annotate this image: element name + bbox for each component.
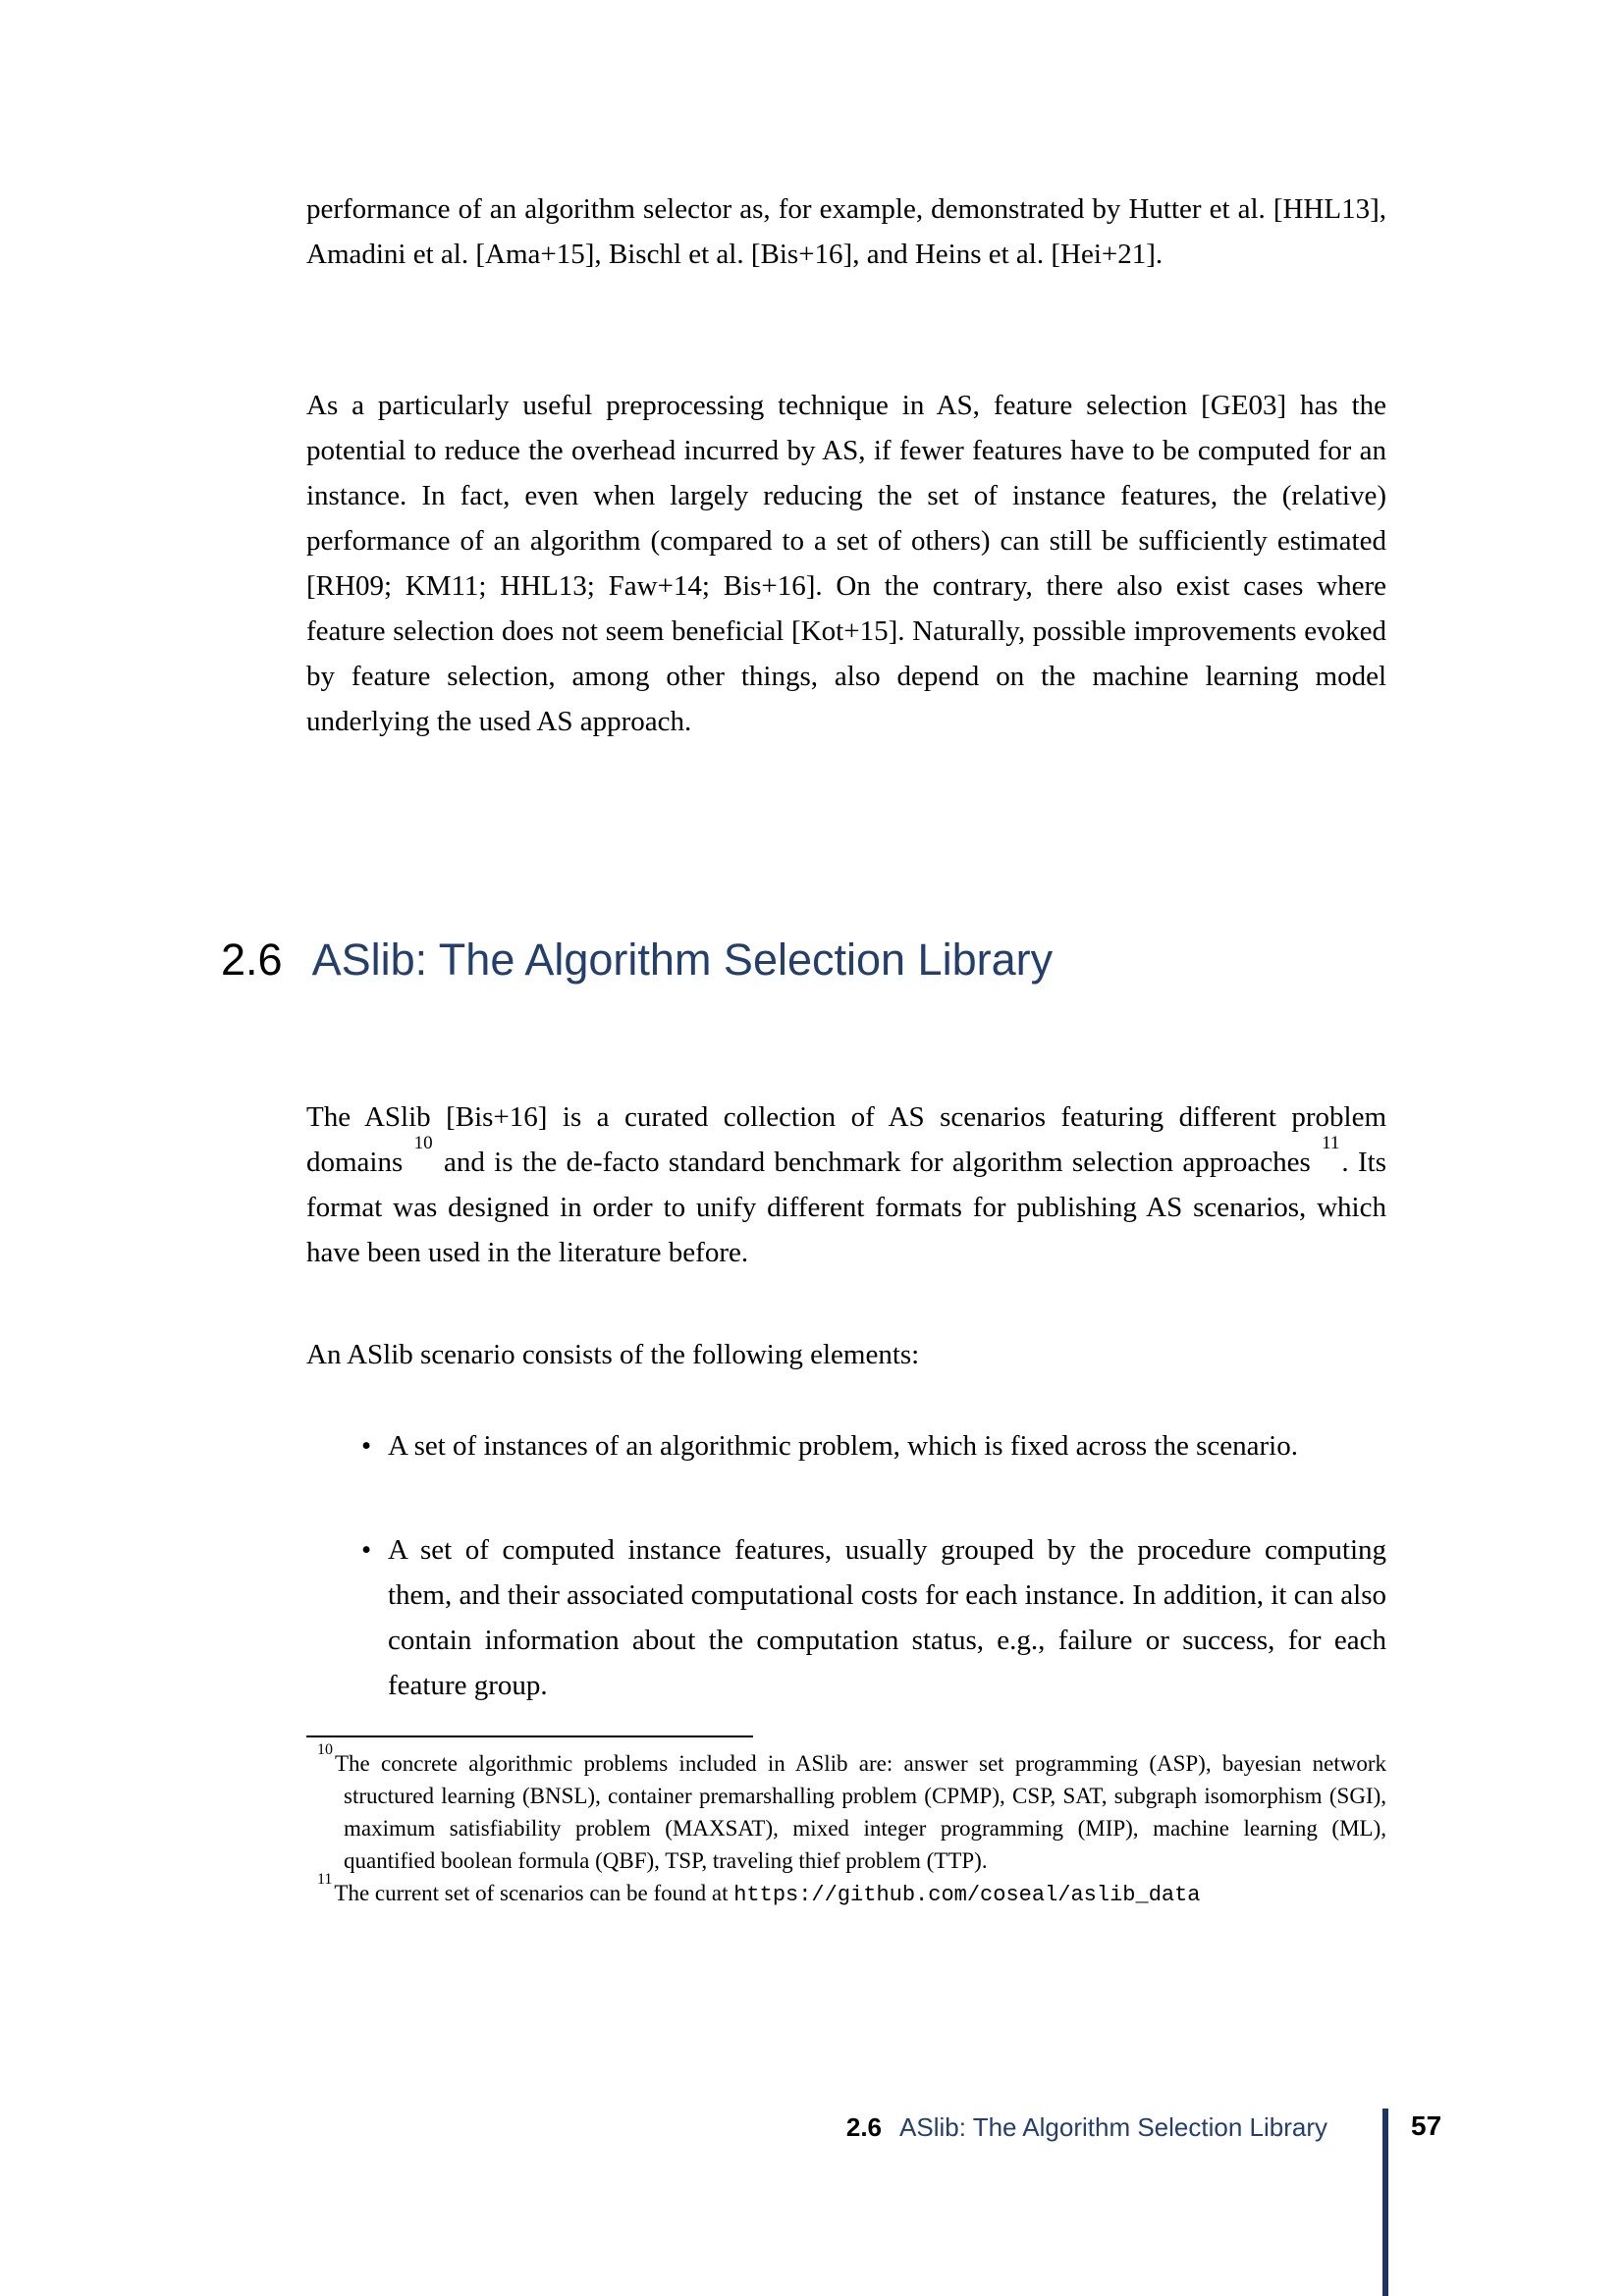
footnote-marker: 11 bbox=[317, 1871, 333, 1889]
footer-divider-bar bbox=[1382, 2109, 1388, 2296]
list-intro: An ASlib scenario consists of the following elements: bbox=[306, 1339, 920, 1370]
footnote-ref-10: 10 bbox=[413, 1133, 433, 1154]
list-item-text: A set of instances of an algorithmic problem, which is fixed across the scenario. bbox=[388, 1430, 1298, 1462]
paragraph-feature-selection: As a particularly useful preprocessing technique in AS, feature selection [GE03] has the potential to reduce the overhead incurred by AS, if fewer features have to be computed for an instance. In fact, even when largely reducing the set of instance features, the (relative) performance of an algorithm (compared to a set of others) can still be sufficiently estimated [RH09; KM11; HHL13; Faw+14; Bis+16]. On the contrary, there also exist cases where feature selection does not seem beneficial [Kot+15]. Naturally, possible improvements evoked by feature selection, among other things, also depend on the machine learning model underlying the used AS approach. bbox=[306, 390, 1386, 737]
section-heading bbox=[221, 934, 1053, 986]
running-footer bbox=[306, 2112, 1327, 2143]
footnotes-block bbox=[306, 1741, 1386, 1911]
footnote-text: The current set of scenarios can be found at bbox=[334, 1881, 734, 1905]
footnote-text: The concrete algorithmic problems included in ASlib are: answer set programming (ASP), bayesian network structured learning (BNSL), container premarshalling problem (CPMP), CSP, SAT, subgraph isomorphism (SGI), maximum satisfiability problem (MAXSAT), mixed integer programming (MIP), machine learning (ML), quantified boolean formula (QBF), TSP, traveling thief problem (TTP). bbox=[335, 1751, 1386, 1873]
bullet-icon: • bbox=[361, 1430, 372, 1462]
section-title: ASlib: The Algorithm Selection Library bbox=[311, 934, 1054, 985]
paragraph-aslib-intro bbox=[306, 1095, 1386, 1275]
footnote-10 bbox=[306, 1741, 1386, 1877]
footer-section-title: ASlib: The Algorithm Selection Library bbox=[899, 2112, 1327, 2142]
paragraph-continuation: performance of an algorithm selector as, for example, demonstrated by Hutter et al. [HHL13], Amadini et al. [Ama+15], Bischl et al. [Bis+16], and Heins et al. [Hei+21]. bbox=[306, 193, 1386, 270]
list-item-text: A set of computed instance features, usually grouped by the procedure computing them, and their associated computational costs for each instance. In addition, it can also contain information about the computation status, e.g., failure or success, for each feature group. bbox=[388, 1534, 1386, 1701]
paragraph-text-segment: and is the de-facto standard benchmark for algorithm selection approaches bbox=[434, 1147, 1321, 1178]
paragraph-text-segment: . Its format was designed in order to unify different formats for publishing AS scenarios, which have been used in the literature before. bbox=[306, 1147, 1386, 1268]
footnote-11 bbox=[306, 1871, 1386, 1911]
bullet-icon: • bbox=[361, 1534, 372, 1566]
list-item bbox=[361, 1423, 1386, 1468]
footnote-ref-11: 11 bbox=[1322, 1133, 1340, 1154]
list-item bbox=[361, 1527, 1386, 1708]
footnote-rule bbox=[306, 1735, 753, 1737]
page-number: 57 bbox=[1411, 2110, 1442, 2141]
section-number: 2.6 bbox=[221, 934, 283, 985]
footer-section-number: 2.6 bbox=[845, 2112, 883, 2142]
paragraph-text-segment: The ASlib [Bis+16] is a curated collection of AS scenarios featuring different problem domains bbox=[306, 1101, 1386, 1178]
footnote-marker: 10 bbox=[317, 1741, 333, 1759]
aslib-data-link[interactable]: https://github.com/coseal/aslib_data bbox=[733, 1883, 1201, 1907]
